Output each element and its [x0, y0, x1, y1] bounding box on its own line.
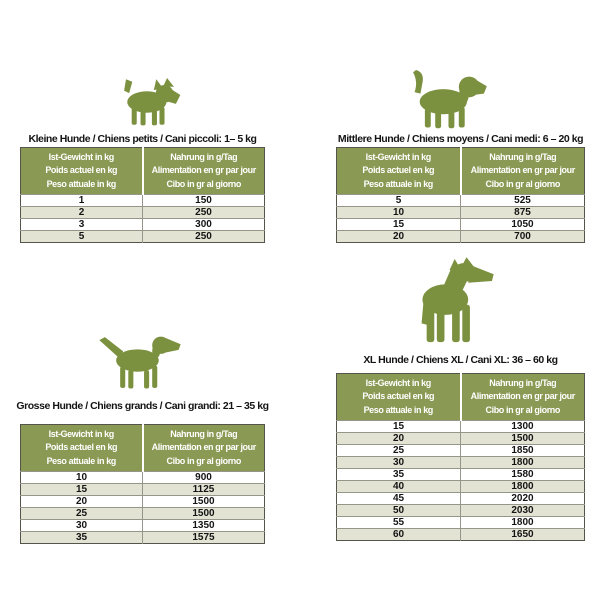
table-row: [337, 219, 585, 231]
xl-dog-icon: [408, 257, 503, 344]
header-line: Nahrung in g/Tag: [170, 428, 238, 439]
food-amount-cell: 2020: [461, 493, 585, 505]
table-row: [337, 433, 585, 445]
table-header-row: [21, 425, 265, 472]
food-amount-cell: 1800: [461, 517, 585, 529]
weight-cell: 50: [337, 505, 461, 517]
header-line: Nahrung in g/Tag: [170, 151, 238, 162]
weight-cell: 3: [21, 219, 143, 231]
weight-cell: 30: [337, 457, 461, 469]
table-header-row: [337, 148, 585, 195]
table-header-row: [337, 374, 585, 421]
large-dog-icon: [99, 330, 183, 390]
header-line: Poids actuel en kg: [362, 391, 435, 402]
header-line: Nahrung in g/Tag: [489, 151, 557, 162]
section-title-small-dogs: Kleine Hunde / Chiens petits / Cani piccoli: 1– 5 kg: [28, 133, 257, 145]
food-amount-cell: 250: [143, 231, 265, 243]
food-column-header: [143, 425, 265, 472]
feeding-table-large-dogs: [20, 424, 265, 544]
weight-cell: 15: [337, 219, 461, 231]
weight-cell: 30: [21, 520, 143, 532]
food-column-header: [461, 374, 585, 421]
table-row: [21, 472, 265, 484]
weight-cell: 20: [337, 231, 461, 243]
food-amount-cell: 250: [143, 207, 265, 219]
header-line: Poids actuel en kg: [45, 165, 118, 176]
food-amount-cell: 1500: [143, 508, 265, 520]
weight-cell: 35: [21, 532, 143, 544]
food-amount-cell: 525: [461, 195, 585, 207]
small-dog-icon: [117, 78, 183, 126]
table-row: [21, 496, 265, 508]
food-amount-cell: 1050: [461, 219, 585, 231]
table-row: [337, 517, 585, 529]
table-row: [337, 207, 585, 219]
table-row: [337, 421, 585, 433]
table-row: [337, 529, 585, 541]
table-row: [337, 457, 585, 469]
header-line: Poids actuel en kg: [362, 165, 435, 176]
header-line: Alimentation en gr par jour: [470, 391, 575, 402]
table-row: [337, 195, 585, 207]
weight-cell: 10: [337, 207, 461, 219]
header-line: Alimentation en gr par jour: [151, 165, 256, 176]
header-line: Cibo in gr al giorno: [485, 178, 560, 189]
header-line: Ist-Gewicht in kg: [48, 151, 114, 162]
weight-cell: 1: [21, 195, 143, 207]
weight-column-header: [21, 148, 143, 195]
food-amount-cell: 1300: [461, 421, 585, 433]
header-line: Ist-Gewicht in kg: [365, 151, 431, 162]
food-amount-cell: 150: [143, 195, 265, 207]
food-amount-cell: 2030: [461, 505, 585, 517]
weight-column-header: [337, 148, 461, 195]
weight-cell: 55: [337, 517, 461, 529]
food-amount-cell: 1125: [143, 484, 265, 496]
weight-cell: 25: [21, 508, 143, 520]
header-line: Peso attuale in kg: [363, 404, 433, 415]
header-line: Ist-Gewicht in kg: [365, 377, 431, 388]
header-line: Peso attuale in kg: [363, 178, 433, 189]
weight-cell: 40: [337, 481, 461, 493]
food-amount-cell: 900: [143, 472, 265, 484]
weight-cell: 20: [21, 496, 143, 508]
feeding-table-medium-dogs: [336, 147, 585, 243]
food-amount-cell: 1575: [143, 532, 265, 544]
section-title-xl-dogs: XL Hunde / Chiens XL / Cani XL: 36 – 60 kg: [363, 354, 558, 366]
weight-cell: 10: [21, 472, 143, 484]
weight-cell: 15: [337, 421, 461, 433]
feeding-table-xl-dogs: [336, 373, 585, 541]
weight-cell: 20: [337, 433, 461, 445]
table-row: [337, 445, 585, 457]
weight-cell: 25: [337, 445, 461, 457]
table-row: [21, 532, 265, 544]
food-column-header: [143, 148, 265, 195]
table-row: [337, 481, 585, 493]
table-row: [337, 231, 585, 243]
weight-cell: 60: [337, 529, 461, 541]
food-column-header: [461, 148, 585, 195]
table-row: [21, 508, 265, 520]
food-amount-cell: 1850: [461, 445, 585, 457]
table-row: [21, 231, 265, 243]
weight-cell: 15: [21, 484, 143, 496]
header-line: Cibo in gr al giorno: [166, 178, 241, 189]
header-line: Alimentation en gr par jour: [151, 442, 256, 453]
header-line: Cibo in gr al giorno: [166, 455, 241, 466]
food-amount-cell: 1580: [461, 469, 585, 481]
table-row: [337, 469, 585, 481]
table-header-row: [21, 148, 265, 195]
food-amount-cell: 1800: [461, 457, 585, 469]
weight-cell: 5: [21, 231, 143, 243]
table-row: [21, 520, 265, 532]
table-row: [21, 195, 265, 207]
food-amount-cell: 700: [461, 231, 585, 243]
header-line: Ist-Gewicht in kg: [48, 428, 114, 439]
weight-column-header: [337, 374, 461, 421]
food-amount-cell: 300: [143, 219, 265, 231]
feeding-table-small-dogs: [20, 147, 265, 243]
table-row: [337, 493, 585, 505]
weight-cell: 2: [21, 207, 143, 219]
table-row: [21, 219, 265, 231]
food-amount-cell: 1350: [143, 520, 265, 532]
weight-cell: 45: [337, 493, 461, 505]
section-title-medium-dogs: Mittlere Hunde / Chiens moyens / Cani medi: 6 – 20 kg: [337, 133, 584, 145]
header-line: Nahrung in g/Tag: [489, 377, 557, 388]
medium-dog-icon: [406, 70, 488, 129]
header-line: Alimentation en gr par jour: [470, 165, 575, 176]
table-row: [21, 207, 265, 219]
header-line: Cibo in gr al giorno: [485, 404, 560, 415]
food-amount-cell: 1800: [461, 481, 585, 493]
weight-cell: 35: [337, 469, 461, 481]
food-amount-cell: 1500: [461, 433, 585, 445]
food-amount-cell: 1650: [461, 529, 585, 541]
header-line: Poids actuel en kg: [45, 442, 118, 453]
table-row: [337, 505, 585, 517]
header-line: Peso attuale in kg: [46, 455, 116, 466]
weight-column-header: [21, 425, 143, 472]
header-line: Peso attuale in kg: [46, 178, 116, 189]
table-row: [21, 484, 265, 496]
food-amount-cell: 1500: [143, 496, 265, 508]
section-title-large-dogs: Grosse Hunde / Chiens grands / Cani grandi: 21 – 35 kg: [16, 400, 269, 412]
food-amount-cell: 875: [461, 207, 585, 219]
weight-cell: 5: [337, 195, 461, 207]
